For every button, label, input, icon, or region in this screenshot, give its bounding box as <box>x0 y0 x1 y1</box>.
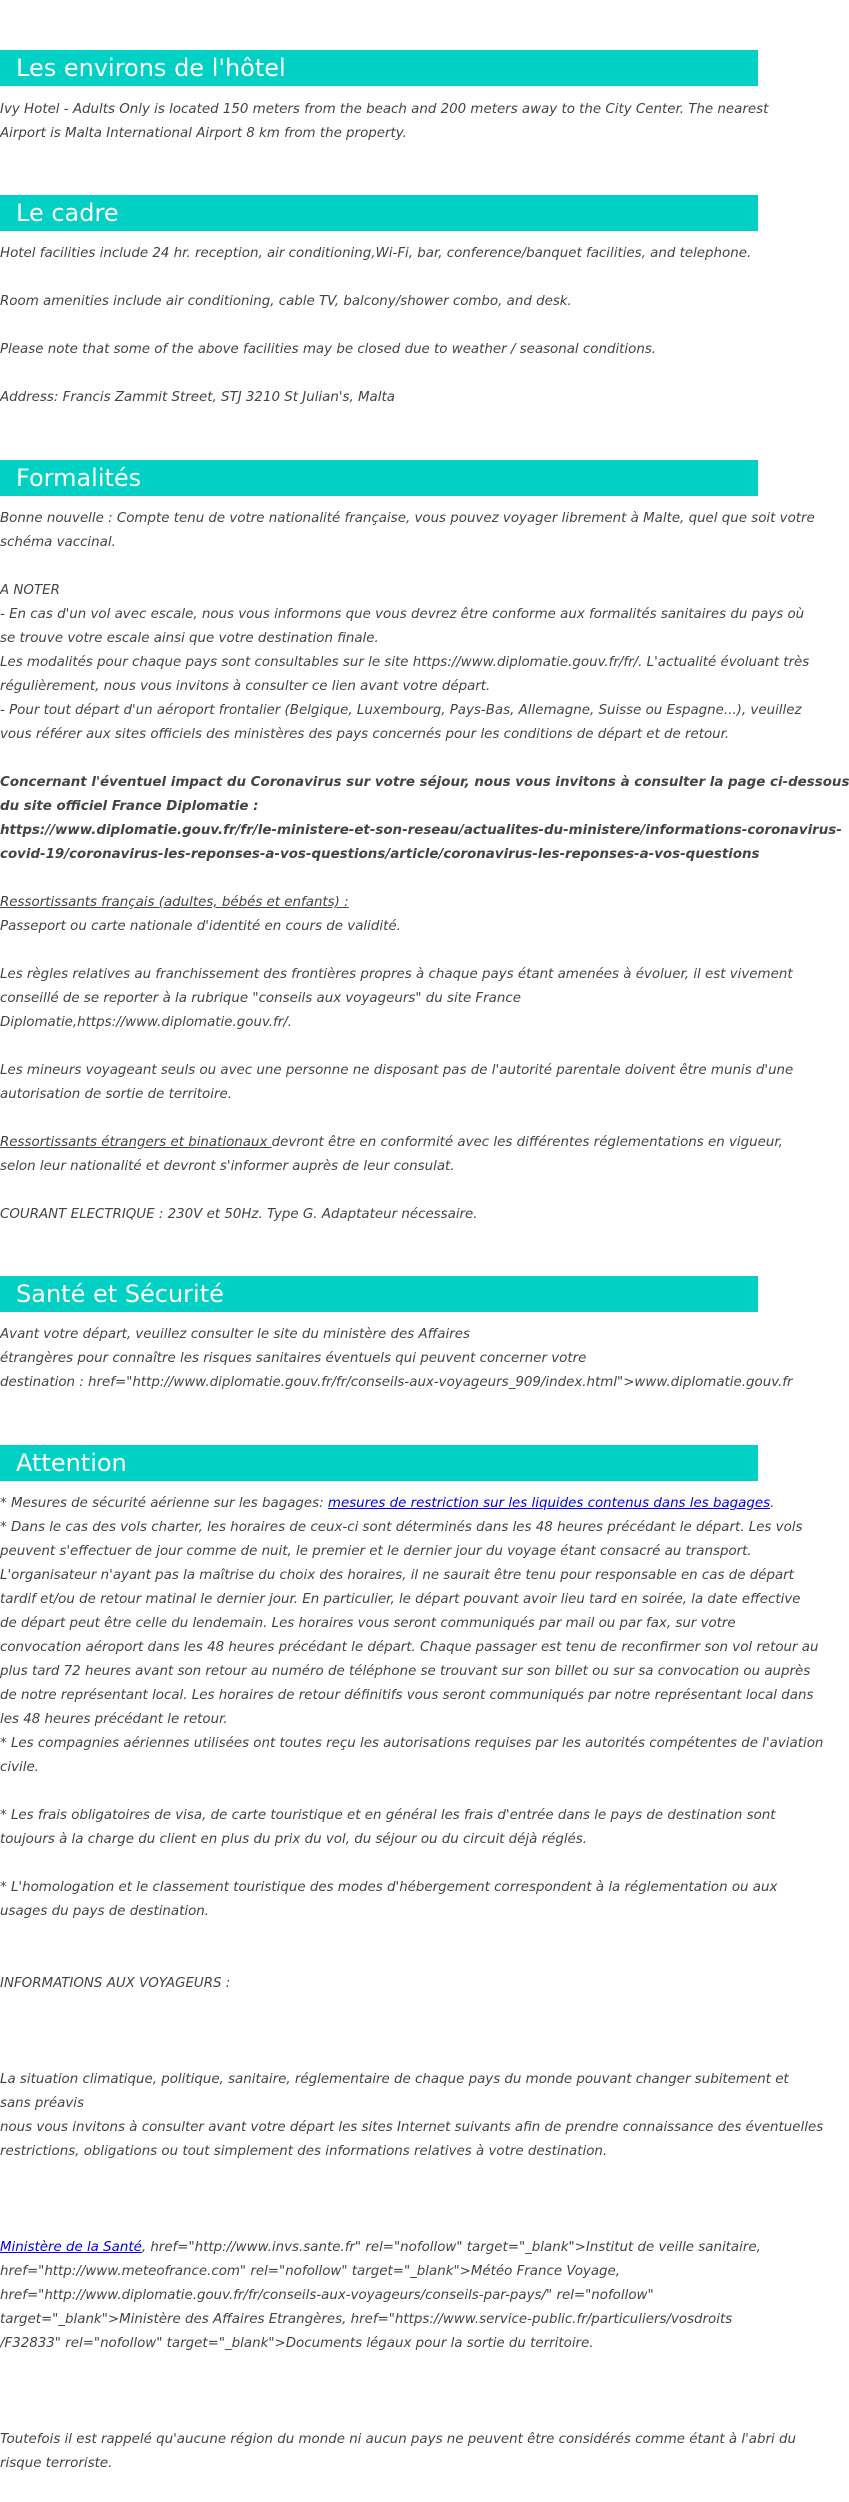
attention-text <box>0 1492 824 2476</box>
text-line: nous vous invitons à consulter avant votre départ les sites Internet suivants afin de prendre connaissance des éventuelles <box>0 2120 824 2135</box>
coronavirus-note: du site officiel France Diplomatie : <box>0 799 259 814</box>
text-line: target="_blank">Ministère des Affaires Etrangères, href="https://www.service-public.fr/particuliers/vosdroits <box>0 2312 733 2327</box>
ministere-sante-link[interactable]: Ministère de la Santé <box>0 2240 142 2255</box>
text-line: schéma vaccinal. <box>0 535 116 550</box>
text-line: * Les frais obligatoires de visa, de carte touristique et en général les frais d'entrée dans le pays de destination sont <box>0 1808 776 1823</box>
text-line: peuvent s'effectuer de jour comme de nuit, le premier et le dernier jour du voyage étant consacré au transport. <box>0 1544 752 1559</box>
sante-text <box>0 1323 793 1395</box>
text-line: selon leur nationalité et devront s'informer auprès de leur consulat. <box>0 1159 455 1174</box>
a-noter-heading: A NOTER <box>0 583 60 598</box>
text-line: Hotel facilities include 24 hr. reception, air conditioning,Wi-Fi, bar, conference/banquet facilities, and telephone. <box>0 246 752 261</box>
formalites-text <box>0 507 849 1227</box>
text-line: risque terroriste. <box>0 2456 113 2471</box>
text-line: L'organisateur n'ayant pas la maîtrise du choix des horaires, il ne saurait être tenu pour responsable en cas de départ <box>0 1568 794 1583</box>
text-line: /F32833" rel="nofollow" target="_blank">Documents légaux pour la sortie du territoire. <box>0 2336 594 2351</box>
text-line: * Les compagnies aériennes utilisées ont toutes reçu les autorisations requises par les autorités compétentes de l'aviation <box>0 1736 824 1751</box>
coronavirus-url: covid-19/coronavirus-les-reponses-a-vos-questions/article/coronavirus-les-reponses-a-vos-questions <box>0 847 760 862</box>
liquids-restriction-link[interactable]: mesures de restriction sur les liquides contenus dans les bagages <box>327 1496 771 1511</box>
text-line: Address: Francis Zammit Street, STJ 3210 St Julian's, Malta <box>0 390 395 405</box>
coronavirus-note: Concernant l'éventuel impact du Coronavirus sur votre séjour, nous vous invitons à consulter la page ci-dessous <box>0 775 849 790</box>
text-line: usages du pays de destination. <box>0 1904 210 1919</box>
text-line: étrangères pour connaître les risques sanitaires éventuels qui peuvent concerner votre <box>0 1351 587 1366</box>
text-line: tardif et/ou de retour matinal le dernier jour. En particulier, le départ pouvant avoir lieu tard en soirée, la date effective <box>0 1592 801 1607</box>
text-line: Airport is Malta International Airport 8 km from the property. <box>0 126 407 141</box>
text-line: , href="http://www.invs.sante.fr" rel="nofollow" target="_blank">Institut de veille sanitaire, <box>141 2240 761 2255</box>
section-title-sante: Santé et Sécurité <box>0 1276 758 1312</box>
ressortissants-etrangers-heading: Ressortissants étrangers et binationaux <box>0 1135 272 1150</box>
text-line: devront être en conformité avec les différentes réglementations en vigueur, <box>271 1135 783 1150</box>
text-line: Diplomatie,https://www.diplomatie.gouv.fr/. <box>0 1015 293 1030</box>
text-line: * Dans le cas des vols charter, les horaires de ceux-ci sont déterminés dans les 48 heures précédant le départ. Les vols <box>0 1520 803 1535</box>
section-title-attention: Attention <box>0 1445 758 1481</box>
info-voyageurs-heading: INFORMATIONS AUX VOYAGEURS : <box>0 1976 231 1991</box>
text-line: vous référer aux sites officiels des ministères des pays concernés pour les conditions de départ et de retour. <box>0 727 730 742</box>
text-line: se trouve votre escale ainsi que votre destination finale. <box>0 631 379 646</box>
section-title-formalites: Formalités <box>0 460 758 496</box>
text-line: Toutefois il est rappelé qu'aucune région du monde ni aucun pays ne peuvent être considérés comme étant à l'abri du <box>0 2432 796 2447</box>
text-line: conseillé de se reporter à la rubrique "conseils aux voyageurs" du site France <box>0 991 521 1006</box>
text-line: href="http://www.diplomatie.gouv.fr/fr/conseils-aux-voyageurs/conseils-par-pays/" rel="nofollow" <box>0 2288 654 2303</box>
courant-electrique: COURANT ELECTRIQUE : 230V et 50Hz. Type G. Adaptateur nécessaire. <box>0 1207 478 1222</box>
cadre-text <box>0 242 758 410</box>
section-title-environs: Les environs de l'hôtel <box>0 50 758 86</box>
text-line: destination : href="http://www.diplomatie.gouv.fr/fr/conseils-aux-voyageurs_909/index.html">www.diplomatie.gouv.fr <box>0 1375 793 1390</box>
text-line: de notre représentant local. Les horaires de retour définitifs vous seront communiqués par notre représentant local dans <box>0 1688 814 1703</box>
text-line: Les modalités pour chaque pays sont consultables sur le site https://www.diplomatie.gouv.fr/fr/. L'actualité évoluant très <box>0 655 810 670</box>
text-line: Les règles relatives au franchissement des frontières propres à chaque pays étant amenées à évoluer, il est vivement <box>0 967 793 982</box>
text-line: les 48 heures précédant le retour. <box>0 1712 228 1727</box>
text-line: - En cas d'un vol avec escale, nous vous informons que vous devrez être conforme aux formalités sanitaires du pays où <box>0 607 805 622</box>
environs-text <box>0 98 769 146</box>
text-line: toujours à la charge du client en plus du prix du vol, du séjour ou du circuit déjà réglés. <box>0 1832 588 1847</box>
text-line: convocation aéroport dans les 48 heures précédant le départ. Chaque passager est tenu de reconfirmer son vol retour au <box>0 1640 819 1655</box>
text-line: régulièrement, nous vous invitons à consulter ce lien avant votre départ. <box>0 679 491 694</box>
text-line: * Mesures de sécurité aérienne sur les bagages: <box>0 1496 328 1511</box>
text-line: Les mineurs voyageant seuls ou avec une personne ne disposant pas de l'autorité parentale doivent être munis d'une <box>0 1063 794 1078</box>
text-line: Avant votre départ, veuillez consulter le site du ministère des Affaires <box>0 1327 470 1342</box>
text-line: restrictions, obligations ou tout simplement des informations relatives à votre destination. <box>0 2144 608 2159</box>
text-line: Ivy Hotel - Adults Only is located 150 meters from the beach and 200 meters away to the City Center. The nearest <box>0 102 769 117</box>
text-line: autorisation de sortie de territoire. <box>0 1087 232 1102</box>
text-line: - Pour tout départ d'un aéroport frontalier (Belgique, Luxembourg, Pays-Bas, Allemagne, Suisse ou Espagne...), veuillez <box>0 703 802 718</box>
text-line: href="http://www.meteofrance.com" rel="nofollow" target="_blank">Météo France Voyage, <box>0 2264 621 2279</box>
text-line: * L'homologation et le classement touristique des modes d'hébergement correspondent à la réglementation ou aux <box>0 1880 778 1895</box>
ressortissants-francais-heading: Ressortissants français (adultes, bébés et enfants) : <box>0 895 349 910</box>
section-title-cadre: Le cadre <box>0 195 758 231</box>
text-line: Room amenities include air conditioning, cable TV, balcony/shower combo, and desk. <box>0 294 572 309</box>
coronavirus-url: https://www.diplomatie.gouv.fr/fr/le-ministere-et-son-reseau/actualites-du-ministere/informations-coronavirus- <box>0 823 842 838</box>
text-line: sans préavis <box>0 2096 84 2111</box>
text-line: . <box>770 1496 775 1511</box>
text-line: civile. <box>0 1760 39 1775</box>
text-line: Bonne nouvelle : Compte tenu de votre nationalité française, vous pouvez voyager librement à Malte, quel que soit votre <box>0 511 815 526</box>
text-line: La situation climatique, politique, sanitaire, réglementaire de chaque pays du monde pouvant changer subitement et <box>0 2072 789 2087</box>
text-line: de départ peut être celle du lendemain. Les horaires vous seront communiqués par mail ou par fax, sur votre <box>0 1616 736 1631</box>
text-line: Please note that some of the above facilities may be closed due to weather / seasonal conditions. <box>0 342 657 357</box>
text-line: Passeport ou carte nationale d'identité en cours de validité. <box>0 919 401 934</box>
text-line: plus tard 72 heures avant son retour au numéro de téléphone se trouvant sur son billet ou sur sa convocation ou auprès <box>0 1664 811 1679</box>
